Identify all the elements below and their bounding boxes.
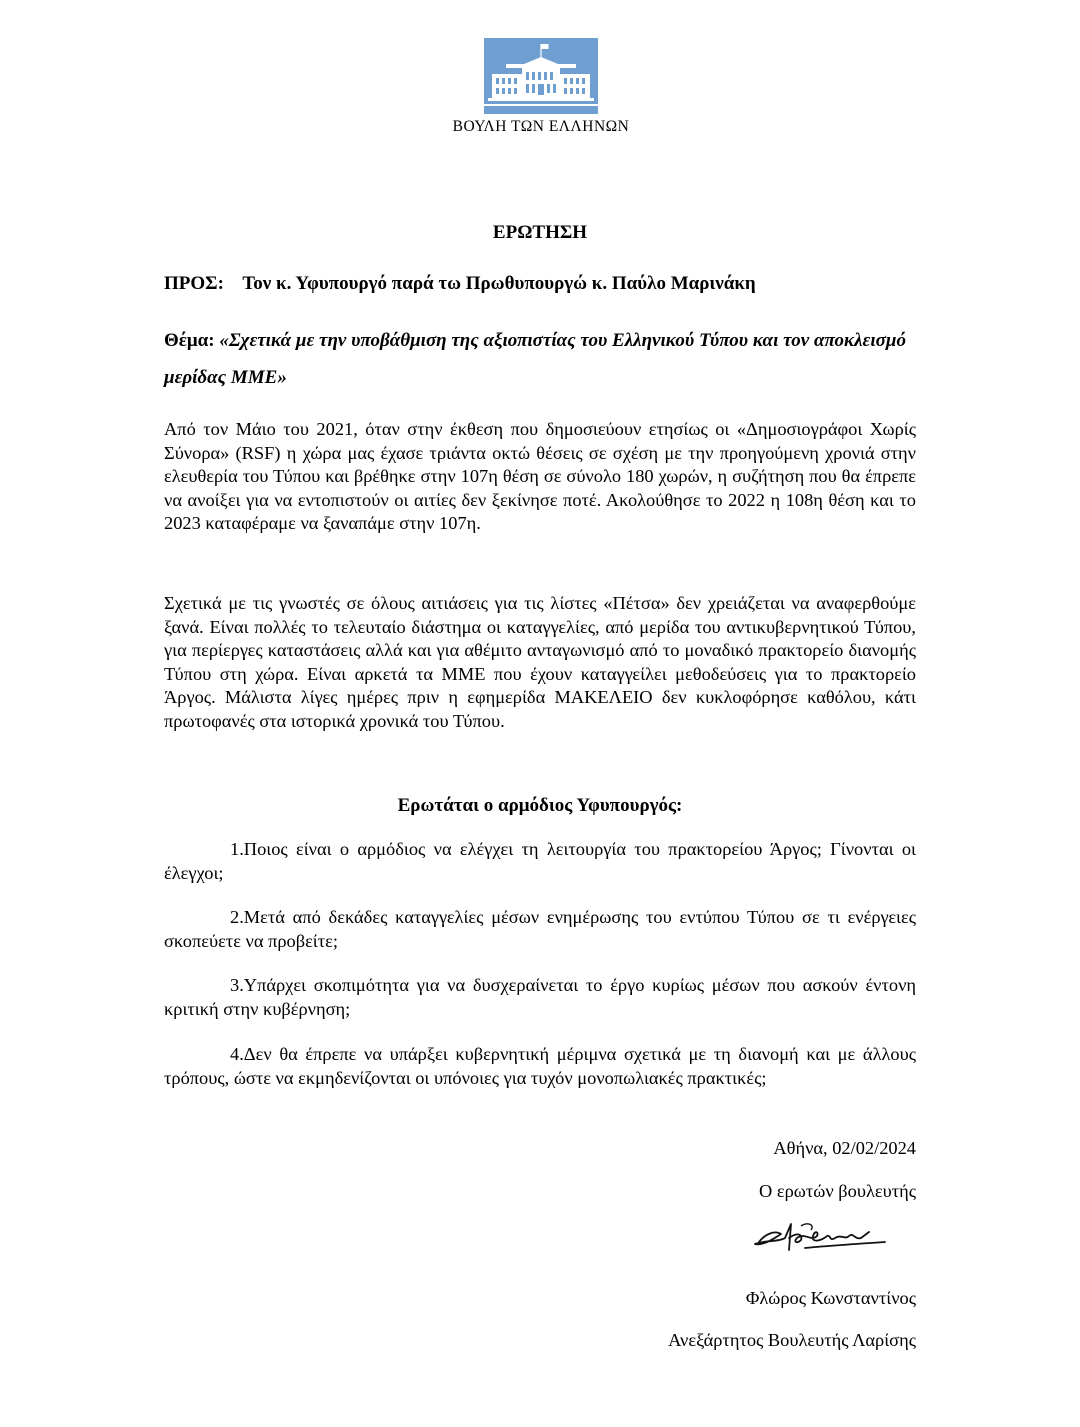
place-date: Αθήνα, 02/02/2024	[773, 1138, 916, 1158]
recipient-line	[164, 273, 756, 295]
questions-heading: Ερωτάται ο αρμόδιος Υφυπουργός:	[397, 795, 683, 816]
parliament-building-icon	[484, 38, 598, 114]
question-item: 2.Μετά από δεκάδες καταγγελίες μέσων ενημέρωσης του εντύπου Τύπου σε τι ενέργειες σκοπεύετε να προβείτε;	[164, 907, 916, 951]
logo-text: ΒΟΥΛΗ ΤΩΝ ΕΛΛΗΝΩΝ	[452, 118, 630, 135]
signer-title: Ανεξάρτητος Βουλευτής Λαρίσης	[668, 1330, 916, 1350]
recipient-label: ΠΡΟΣ:	[164, 273, 224, 294]
signer-name: Φλώρος Κωνσταντίνος	[745, 1288, 916, 1308]
body-paragraph: Από τον Μάιο του 2021, όταν στην έκθεση που δημοσιεύουν ετησίως οι «Δημοσιογράφοι Χωρίς Σύνορα» (RSF) η χώρα μας έχασε τριάντα οκτώ θέσεις σε σχέση με την προηγούμενη χρονιά στην ελευθερία του Τύπου και βρέθηκε στην 107η θέση σε σύνολο 180 χωρών, η συζήτηση που θα έπρεπε να ανοίξει για να εντοπιστούν οι αιτίες δεν ξεκίνησε ποτέ. Ακολούθησε το 2022 η 108η θέση και το 2023 καταφέραμε να ξαναπάμε στην 107η.	[164, 419, 916, 533]
question-item: 3.Υπάρχει σκοπιμότητα για να δυσχεραίνεται το έργο κυρίως μέσων που ασκούν έντονη κριτική στην κυβέρνηση;	[164, 975, 916, 1019]
subject-label: Θέμα:	[164, 330, 215, 351]
handwritten-signature	[745, 1212, 895, 1264]
subject-line	[164, 322, 916, 396]
document-title: ΕΡΩΤΗΣΗ	[492, 222, 588, 243]
subject-text: «Σχετικά με την υποβάθμιση της αξιοπιστίας του Ελληνικού Τύπου και τον αποκλεισμό μερίδας ΜΜΕ»	[164, 330, 906, 388]
question-item: 1.Ποιος είναι ο αρμόδιος να ελέγχει τη λειτουργία του πρακτορείου Άργος; Γίνονται οι έλεγχοι;	[164, 839, 916, 883]
body-paragraph: Σχετικά με τις γνωστές σε όλους αιτιάσεις για τις λίστες «Πέτσα» δεν χρειάζεται να αναφερθούμε ξανά. Είναι πολλές το τελευταίο διάστημα οι καταγγελίες, από μερίδα του αντικυβερνητικού Τύπου, για περίεργες καταστάσεις αλλά και για αθέμιτο ανταγωνισμό από το μοναδικό πρακτορείο διανομής Τύπου στη χώρα. Είναι αρκετά τα ΜΜΕ που έχουν καταγγείλει μεθοδεύσεις για το πρακτορείο Άργος. Μάλιστα λίγες ημέρες πριν η εφημερίδα ΜΑΚΕΛΕΙΟ δεν κυκλοφόρησε καθόλου, κάτι πρωτοφανές στα ιστορικά χρονικά του Τύπου.	[164, 593, 916, 731]
signer-role: Ο ερωτών βουλευτής	[759, 1181, 916, 1201]
recipient-value: Τον κ. Υφυπουργό παρά τω Πρωθυπουργώ κ. Παύλο Μαρινάκη	[242, 273, 756, 294]
question-item: 4.Δεν θα έπρεπε να υπάρξει κυβερνητική μέριμνα σχετικά με τη διανομή και με άλλους τρόπους, ώστε να εκμηδενίζονται οι υπόνοιες για τυχόν μονοπωλιακές πρακτικές;	[164, 1044, 916, 1088]
